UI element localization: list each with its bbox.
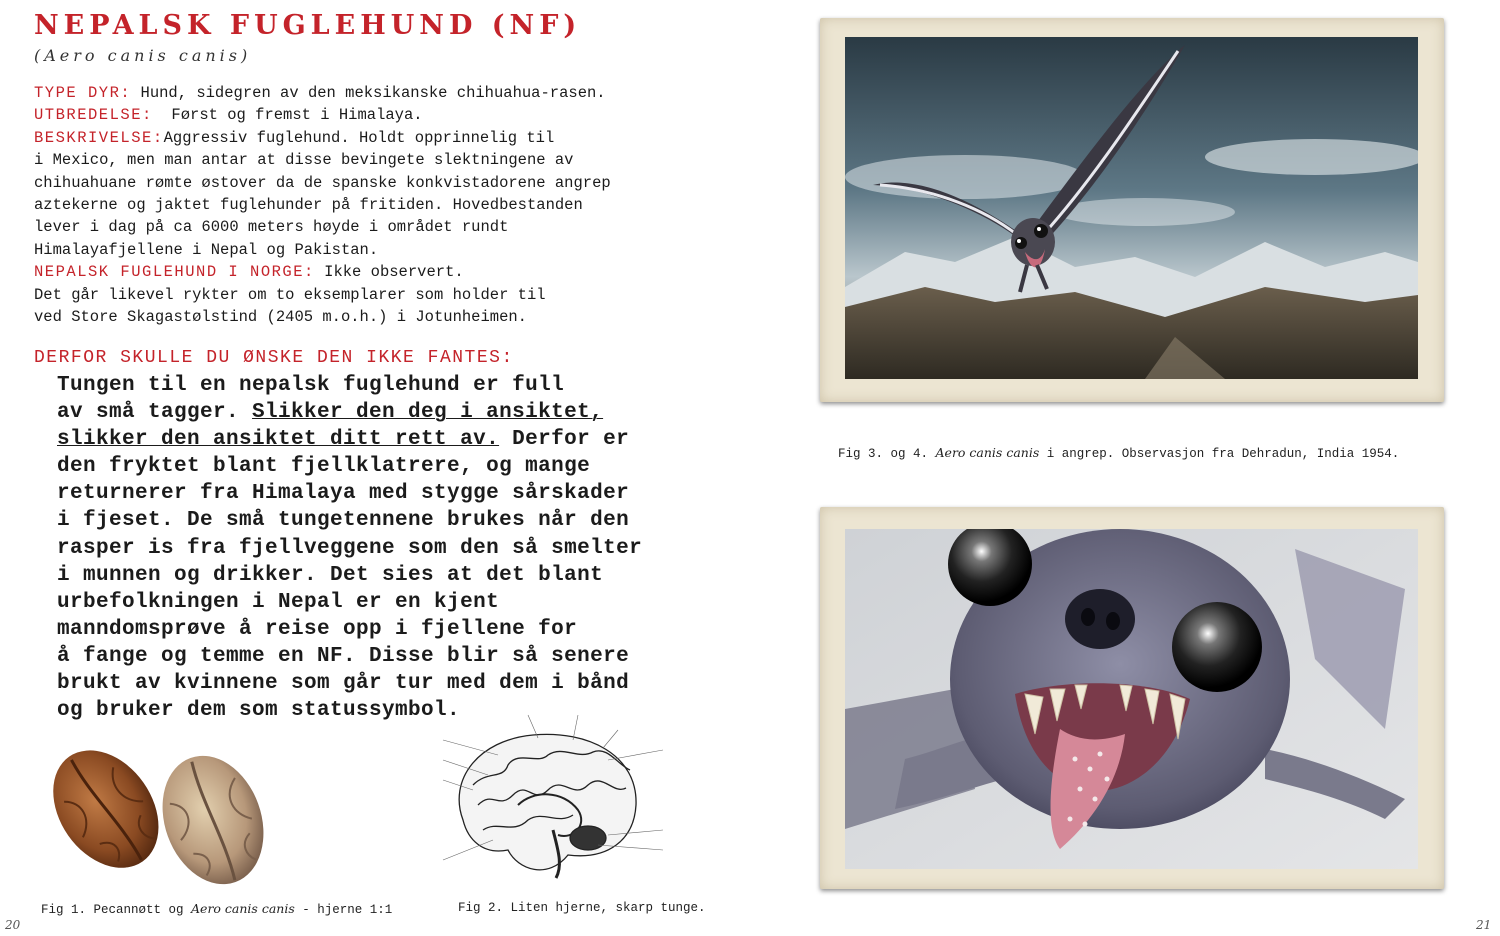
fact-text: Det går likevel rykter om to eksemplarer som holder til (34, 285, 546, 304)
fact-line (34, 172, 684, 194)
fact-label: NEPALSK FUGLEHUND I NORGE: (34, 263, 315, 282)
fact-text: Først og fremst i Himalaya. (152, 106, 423, 125)
fact-line (34, 127, 684, 149)
why-text: manndomsprøve å reise opp i fjellene for (57, 617, 578, 641)
page-title: NEPALSK FUGLEHUND (NF) (34, 10, 582, 41)
fact-text: Aggressiv fuglehund. Holdt opprinnelig til (163, 128, 555, 147)
why-line (57, 670, 642, 697)
fact-line (34, 104, 684, 126)
pecan-brown (38, 740, 180, 888)
why-text: urbefolkningen i Nepal er en kjent (57, 590, 500, 614)
why-text: Tungen til en nepalsk fuglehund er full (57, 374, 565, 397)
why-text: av små tagger. (57, 401, 253, 425)
fact-text: chihuahuane rømte østover da de spanske konkvistadorene angrep (34, 173, 611, 192)
pecan-nuts-image (38, 740, 278, 890)
fact-line (34, 239, 684, 261)
fact-line (34, 82, 684, 104)
fact-text: Hund, sidegren av den meksikanske chihuahua-rasen. (131, 84, 606, 102)
why-line (57, 507, 642, 534)
fig2-caption: Fig 2. Liten hjerne, skarp tunge. (458, 901, 706, 915)
fig1-caption: Fig 1. Pecannøtt og Aero canis canis - hjerne 1:1 (41, 901, 393, 917)
why-line (57, 589, 642, 616)
fact-text: ved Store Skagastølstind (2405 m.o.h.) i Jotunheimen. (34, 308, 527, 327)
pecan-pale (145, 742, 278, 890)
fact-text: aztekerne og jaktet fuglehunder på fritiden. Hovedbestanden (34, 196, 583, 215)
photo-frame-bottom (820, 507, 1444, 889)
creature-nose (1065, 589, 1135, 649)
fact-line (34, 216, 684, 238)
why-line (57, 562, 642, 589)
fact-label: UTBREDELSE: (34, 106, 153, 125)
fact-line (34, 261, 684, 283)
why-line (57, 426, 642, 453)
why-line (57, 453, 642, 480)
facts-block (34, 82, 684, 328)
why-text: den fryktet blant fjellklatrere, og mange (57, 455, 591, 479)
fact-label: TYPE DYR: (34, 84, 132, 102)
page-number-right: 21 (1476, 918, 1492, 932)
fact-line (34, 284, 684, 306)
brain-diagram-image (438, 710, 668, 895)
why-line (57, 616, 642, 643)
why-line (57, 399, 642, 426)
fact-label: BESKRIVELSE: (34, 128, 164, 147)
closeup-fuglehund-photo (845, 529, 1418, 869)
why-underlined-text: slikker den ansiktet ditt rett av. (57, 428, 500, 452)
photo-frame-top (820, 18, 1444, 402)
why-text: og bruker dem som statussymbol. (57, 699, 461, 723)
why-text: rasper is fra fjellveggene som den så smelter (57, 536, 643, 560)
page-number-left: 20 (5, 918, 21, 932)
creature-eye-right (1172, 602, 1262, 692)
why-body (57, 372, 642, 724)
fact-text: Himalayafjellene i Nepal og Pakistan. (34, 240, 379, 259)
fact-line (34, 149, 684, 171)
fact-text: Ikke observert. (314, 263, 464, 282)
why-line (57, 535, 642, 562)
fact-line (34, 194, 684, 216)
fact-text: lever i dag på ca 6000 meters høyde i området rundt (34, 218, 509, 237)
why-text: i fjeset. De små tungetennene brukes når den (57, 509, 630, 533)
why-text: å fange og temme en NF. Disse blir så senere (57, 644, 630, 668)
why-underlined-text: Slikker den deg i ansiktet, (252, 401, 604, 425)
fig34-caption: Fig 3. og 4. Aero canis canis i angrep. Observasjon fra Dehradun, India 1954. (838, 445, 1400, 461)
scientific-name: (Aero canis canis) (34, 46, 252, 65)
why-text: returnerer fra Himalaya med stygge sårskader (57, 482, 630, 506)
why-text: brukt av kvinnene som går tur med dem i bånd (57, 672, 630, 696)
why-text: Derfor er (499, 428, 630, 452)
why-line (57, 480, 642, 507)
why-line (57, 372, 642, 399)
why-heading: DERFOR SKULLE DU ØNSKE DEN IKKE FANTES: (34, 348, 514, 368)
flying-fuglehund-photo (845, 37, 1418, 379)
why-text: i munnen og drikker. Det sies at det blant (57, 563, 604, 587)
fact-line (34, 306, 684, 328)
why-line (57, 643, 642, 670)
fact-text: i Mexico, men man antar at disse bevingete slektningene av (34, 151, 574, 170)
